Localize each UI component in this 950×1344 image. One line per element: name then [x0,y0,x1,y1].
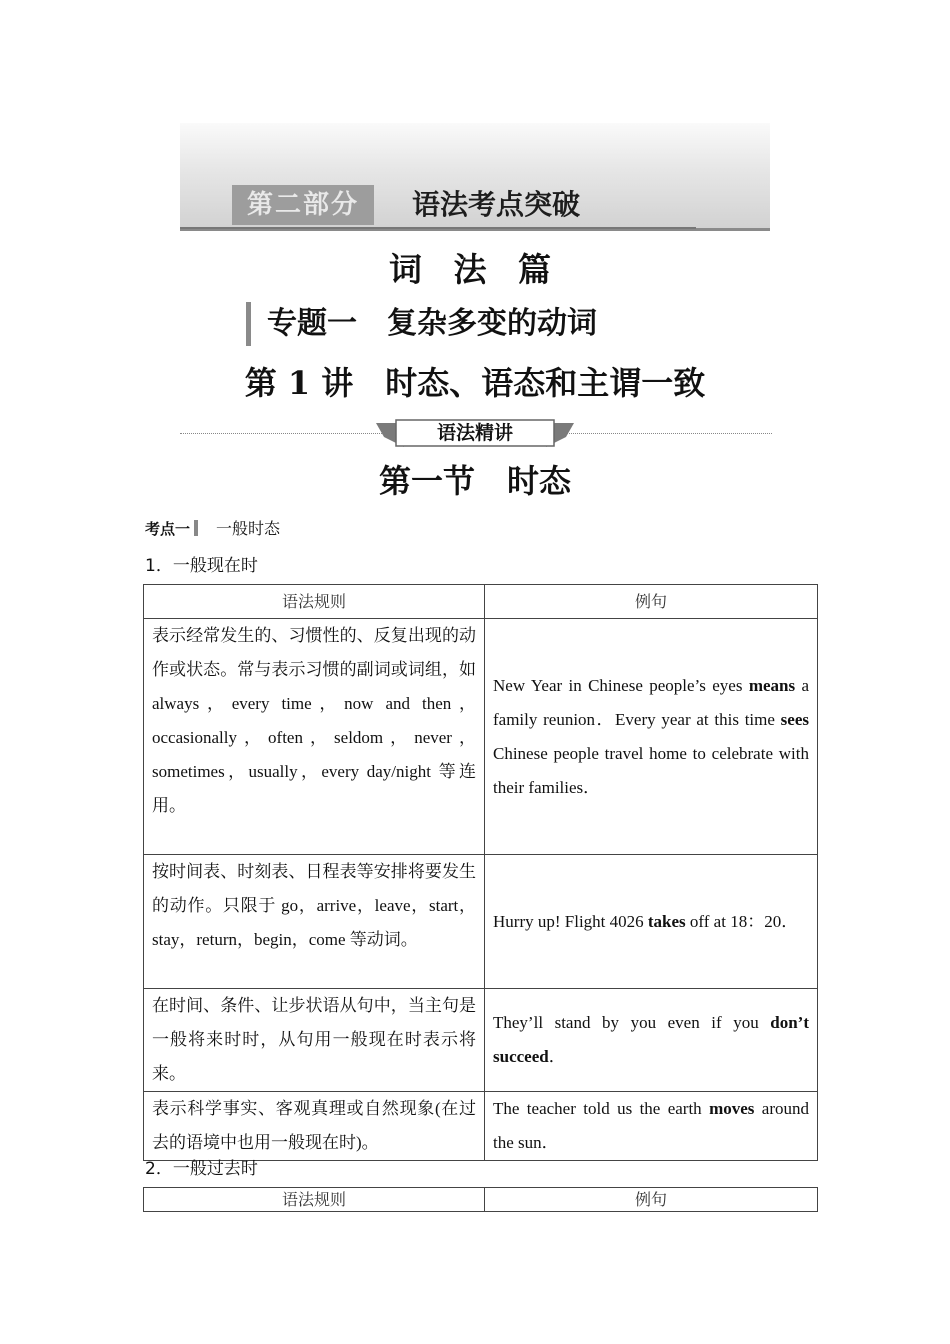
table-row [144,619,818,855]
example-cell [485,989,818,1092]
example-text: off at 18：20． [685,911,799,931]
header-banner [180,123,770,231]
subheading-present: 1．一般现在时 [145,556,258,576]
example-cell [485,1092,818,1161]
rule-cell: 按时间表、时刻表、日程表等安排将要发生的动作。只限于 go，arrive，leave，start，stay，return，begin，come 等动词。 [144,855,485,989]
section-tag-label: 语法精讲 [436,422,513,444]
example-verb: moves [709,1099,755,1118]
part-title: 语法考点突破 [412,188,581,221]
lecture-title: 第 1 讲 时态、语态和主谓一致 [244,364,706,402]
example-text: New Year in Chinese people’s eyes [493,675,749,695]
table-row [144,989,818,1092]
subheading-past: 2．一般过去时 [145,1159,258,1179]
section-tag [376,419,574,449]
example-text: a family reunion．Every year at this time [493,675,809,729]
example-text: ． [548,1047,566,1066]
header-rule: 语法规则 [144,1188,485,1212]
kaodian-bar [194,520,198,536]
example-verb: sees [780,709,809,729]
section-title: 第一节 时态 [378,462,571,500]
example-text: Chinese people travel home to celebrate with their families． [493,743,809,797]
example-cell [485,855,818,989]
example-text: The teacher told us the earth [493,1099,710,1118]
past-tense-table [143,1187,818,1212]
table-header-row [144,1188,818,1212]
page-heading: 词 法 篇 [389,250,561,289]
present-tense-table [143,584,818,1161]
rule-cell: 表示经常发生的、习惯性的、反复出现的动作或状态。常与表示习惯的副词或词组，如 always，every time，now and then，occasionally，often，seldom，never，sometimes，usually，every day/night 等连用。 [144,619,485,855]
part-label: 第二部分 [232,185,374,225]
example-verb: means [748,675,796,695]
example-cell [485,619,818,855]
rule-cell: 表示科学事实、客观真理或自然现象(在过去的语境中也用一般现在时)。 [144,1092,485,1161]
example-text: around the sun． [493,1099,809,1152]
example-verb: takes [647,911,686,931]
header-example: 例句 [485,1188,818,1212]
rule-cell: 在时间、条件、让步状语从句中，当主句是一般将来时时，从句用一般现在时表示将来。 [144,989,485,1092]
banner-underline [180,227,696,229]
example-text: Hurry up! Flight 4026 [493,911,648,931]
table-row [144,1092,818,1161]
topic-title: 专题一 复杂多变的动词 [246,302,597,346]
header-example: 例句 [485,585,818,619]
example-text: They’ll stand by you even if you [493,1013,771,1032]
kaodian-heading [145,516,280,539]
kaodian-tag: 考点一 [145,520,191,538]
table-row [144,855,818,989]
example-verb: don’t succeed [493,1013,809,1066]
header-rule: 语法规则 [144,585,485,619]
table-header-row [144,585,818,619]
kaodian-title: 一般时态 [216,519,281,538]
